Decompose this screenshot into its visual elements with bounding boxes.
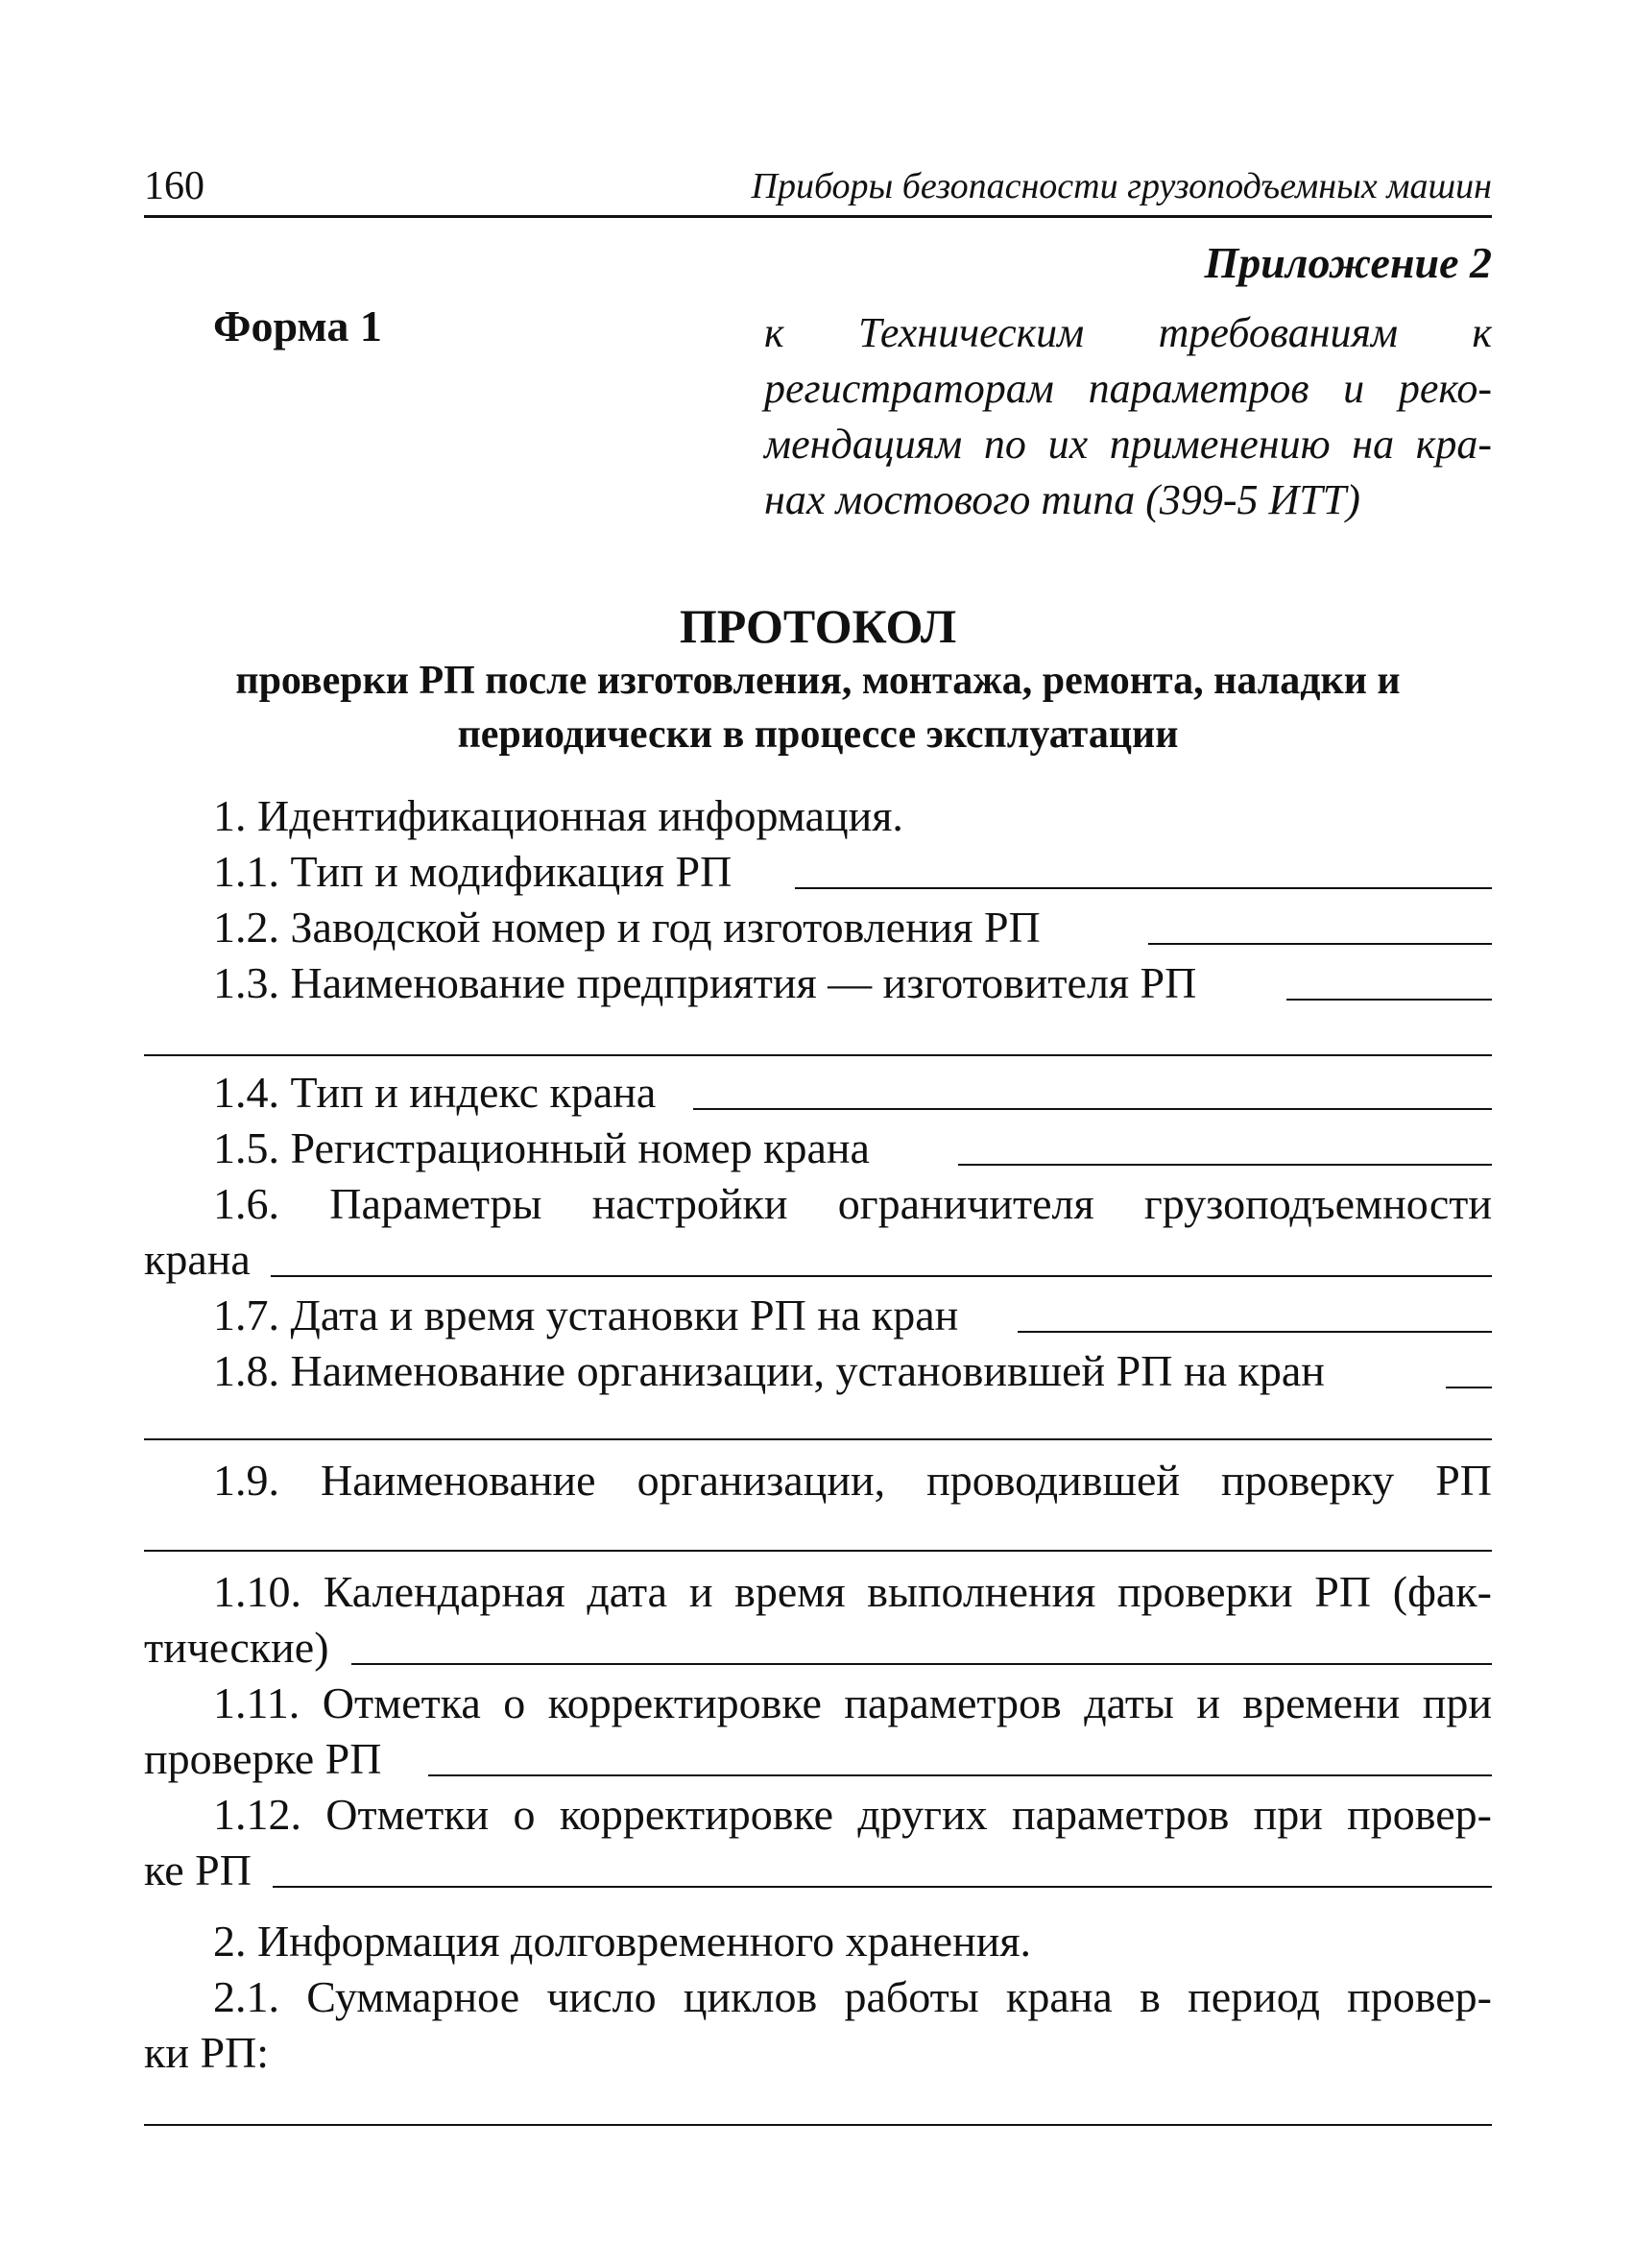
- item-2-1-label: 2.1. Суммарное число циклов работы крана в период провер-: [213, 1972, 1492, 2021]
- item-1-11-label: 1.11. Отметка о корректировке параметров даты и времени при: [213, 1678, 1492, 1727]
- form-label: Форма 1: [213, 302, 382, 350]
- item-1-10-fill-line: [351, 1663, 1492, 1665]
- appendix-label: Приложение 2: [1204, 238, 1492, 287]
- appendix-description-line: регистраторам параметров и реко-: [764, 365, 1492, 412]
- appendix-description-line: мендациям по их применению на кра-: [764, 421, 1492, 468]
- item-1-9-fill-line: [144, 1550, 1492, 1552]
- item-1-1-label: 1.1. Тип и модификация РП: [213, 847, 732, 896]
- item-1-6-label: 1.6. Параметры настройки ограничителя грузоподъемности: [213, 1179, 1492, 1228]
- item-1-8-fill-line: [1446, 1387, 1492, 1388]
- item-1-11-fill-line: [428, 1774, 1492, 1776]
- page-number: 160: [144, 164, 204, 208]
- running-header: [144, 161, 1492, 218]
- item-1-8-continuation-line: [144, 1438, 1492, 1440]
- item-2-1-label-continued: ки РП:: [144, 2028, 270, 2077]
- item-1-2-label: 1.2. Заводской номер и год изготовления РП: [213, 903, 1041, 952]
- document-title: ПРОТОКОЛ: [679, 599, 957, 653]
- item-1-12-fill-line: [273, 1886, 1492, 1888]
- item-1-8-label: 1.8. Наименование организации, установившей РП на кран: [213, 1346, 1325, 1395]
- item-1-3-continuation-line: [144, 1054, 1492, 1056]
- item-1-3-fill-line: [1286, 999, 1492, 1001]
- item-1-4-fill-line: [693, 1108, 1492, 1110]
- appendix-description-line: к Техническим требованиям к: [764, 309, 1492, 356]
- item-1-2-fill-line: [1148, 943, 1492, 945]
- item-1-10-label-continued: тические): [144, 1623, 329, 1672]
- book-title: Приборы безопасности грузоподъемных машин: [751, 166, 1492, 206]
- item-1-5-label: 1.5. Регистрационный номер крана: [213, 1123, 870, 1172]
- item-1-4-label: 1.4. Тип и индекс крана: [213, 1068, 657, 1117]
- document-subtitle-line: проверки РП после изготовления, монтажа, ремонта, наладки и: [235, 659, 1401, 703]
- item-1-9-label: 1.9. Наименование организации, проводившей проверку РП: [213, 1456, 1492, 1505]
- item-1-10-label: 1.10. Календарная дата и время выполнения проверки РП (фак-: [213, 1567, 1492, 1616]
- item-1-1-fill-line: [795, 887, 1492, 889]
- item-1-3-label: 1.3. Наименование предприятия — изготовителя РП: [213, 958, 1197, 1007]
- item-1-11-label-continued: проверке РП: [144, 1734, 382, 1783]
- item-1-7-label: 1.7. Дата и время установки РП на кран: [213, 1291, 959, 1339]
- document-subtitle-line: периодически в процессе эксплуатации: [457, 712, 1179, 757]
- section-2-heading: 2. Информация долговременного хранения.: [213, 1917, 1031, 1966]
- item-1-6-fill-line: [271, 1275, 1492, 1277]
- item-1-12-label: 1.12. Отметки о корректировке других параметров при провер-: [213, 1790, 1492, 1839]
- appendix-description: [764, 305, 1492, 528]
- item-1-12-label-continued: ке РП: [144, 1846, 252, 1894]
- item-1-6-label-continued: крана: [144, 1235, 251, 1284]
- section-1-heading: 1. Идентификационная информация.: [213, 791, 903, 840]
- item-1-5-fill-line: [958, 1164, 1492, 1166]
- item-2-1-fill-line: [144, 2124, 1492, 2126]
- appendix-description-line: нах мостового типа (399-5 ИТТ): [764, 476, 1360, 523]
- item-1-7-fill-line: [1018, 1331, 1492, 1333]
